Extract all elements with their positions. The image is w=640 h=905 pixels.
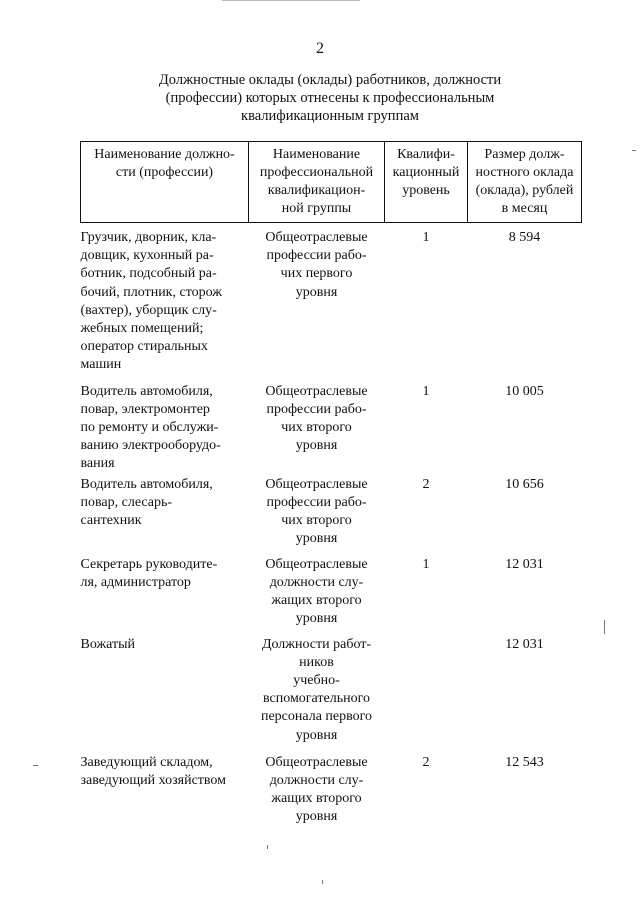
cell-position-name-line: ванию электрооборудо- xyxy=(80,438,221,454)
table-row xyxy=(81,752,582,842)
cell-position-name-line: по ремонту и обслужи- xyxy=(80,420,219,436)
scan-speck xyxy=(322,880,323,884)
cell-qualification-group-line: профессии рабо- xyxy=(266,401,367,417)
cell-position-name xyxy=(81,554,249,634)
cell-salary xyxy=(468,554,582,634)
table-row xyxy=(81,554,582,634)
cell-position-name-line: повар, слесарь- xyxy=(80,494,173,510)
cell-qualification-group-line: уровня xyxy=(295,438,338,454)
cell-position-name-line: ля, администратор xyxy=(80,574,191,590)
cell-position-name xyxy=(81,752,249,842)
cell-position-name-line: Вожатый xyxy=(80,636,136,652)
cell-qualification-group xyxy=(249,634,385,752)
cell-position-name-line: оператор стиральных xyxy=(80,339,208,355)
scan-speck xyxy=(33,765,38,766)
cell-qualification-group-line: жащих второго xyxy=(271,791,362,807)
cell-position-name xyxy=(81,474,249,554)
cell-qualification-level xyxy=(385,223,468,375)
cell-qualification-group-line: чих второго xyxy=(281,420,352,436)
cell-salary-value: 8 594 xyxy=(508,230,541,245)
cell-qualification-group xyxy=(249,554,385,634)
title-line: Должностные оклады (оклады) работников, должности xyxy=(158,72,502,88)
scan-speck xyxy=(632,150,636,151)
header-qualification-level: Квалифи- кационный уровень xyxy=(385,142,468,223)
cell-position-name xyxy=(81,375,249,474)
cell-qualification-group-line: уровня xyxy=(295,809,338,825)
cell-position-name-line: машин xyxy=(80,357,122,373)
cell-qualification-group xyxy=(249,223,385,375)
header-position-name: Наименование должно- сти (профессии) xyxy=(81,142,249,223)
title-line: (профессии) которых отнесены к профессиональным xyxy=(165,90,495,106)
cell-qualification-group-line: уровня xyxy=(295,531,338,547)
cell-qualification-group-line: Общеотраслевые xyxy=(265,230,368,245)
cell-qualification-group-line: персонала первого xyxy=(260,709,373,725)
cell-position-name-line: Заведующий складом, xyxy=(80,754,213,770)
table-body xyxy=(81,223,582,842)
document-title xyxy=(100,71,560,125)
cell-qualification-group-line: вспомогательного xyxy=(262,691,370,707)
table-row xyxy=(81,474,582,554)
cell-qualification-level-value: 1 xyxy=(422,230,430,245)
cell-qualification-level-value: 2 xyxy=(422,476,430,492)
table-row xyxy=(81,634,582,752)
cell-qualification-group xyxy=(249,375,385,474)
cell-position-name-line: (вахтер), уборщик слу- xyxy=(80,302,217,318)
title-line: квалификационным группам xyxy=(241,108,419,124)
cell-salary xyxy=(468,223,582,375)
cell-salary-value: 10 656 xyxy=(505,476,544,492)
cell-qualification-level-value: 1 xyxy=(422,383,430,399)
cell-qualification-group-line: уровня xyxy=(295,611,338,627)
cell-qualification-level-value: 2 xyxy=(422,754,430,770)
page-number: 2 xyxy=(316,40,324,57)
cell-position-name-line: вания xyxy=(80,456,115,472)
cell-position-name-line: жебных помещений; xyxy=(80,321,204,337)
cell-position-name xyxy=(81,634,249,752)
cell-salary xyxy=(468,634,582,752)
cell-qualification-group xyxy=(249,474,385,554)
cell-qualification-level xyxy=(385,634,468,752)
cell-salary-value: 12 031 xyxy=(505,636,544,652)
cell-qualification-group-line: должности слу- xyxy=(269,772,364,788)
cell-qualification-group-line: Должности работ- xyxy=(261,636,372,652)
cell-position-name-line: заведующий хозяйством xyxy=(80,772,227,788)
cell-position-name xyxy=(81,223,249,375)
cell-qualification-group-line: уровня xyxy=(295,284,338,300)
cell-qualification-group-line: Общеотраслевые xyxy=(265,556,368,572)
cell-position-name-line: Грузчик, дворник, кла- xyxy=(80,230,217,245)
cell-qualification-level xyxy=(385,474,468,554)
cell-qualification-group-line: должности слу- xyxy=(269,574,364,590)
page-top-edge xyxy=(222,0,360,1)
cell-position-name-line: сантехник xyxy=(80,513,142,529)
cell-qualification-group-line: жащих второго xyxy=(271,593,362,609)
cell-qualification-level xyxy=(385,554,468,634)
cell-salary xyxy=(468,375,582,474)
cell-salary-value: 12 031 xyxy=(505,556,544,572)
table-header-row xyxy=(81,142,582,223)
cell-position-name-line: Секретарь руководите- xyxy=(80,556,218,572)
header-salary: Размер долж- ностного оклада (оклада), рублей в месяц xyxy=(468,142,582,223)
cell-qualification-group-line: ников xyxy=(299,654,334,670)
salary-table xyxy=(80,141,582,842)
cell-qualification-group-line: уровня xyxy=(295,727,338,743)
cell-position-name-line: довщик, кухонный ра- xyxy=(80,248,214,264)
cell-qualification-group xyxy=(249,752,385,842)
cell-qualification-level xyxy=(385,752,468,842)
header-qualification-group: Наименование профессиональной квалификацион- ной группы xyxy=(249,142,385,223)
cell-qualification-group-line: Общеотраслевые xyxy=(265,754,368,770)
cell-position-name-line: Водитель автомобиля, xyxy=(80,383,213,399)
scan-speck xyxy=(604,620,605,634)
cell-position-name-line: бочий, плотник, сторож xyxy=(80,284,222,300)
cell-salary xyxy=(468,474,582,554)
scan-speck xyxy=(267,845,268,849)
cell-salary-value: 10 005 xyxy=(505,383,544,399)
cell-qualification-group-line: чих второго xyxy=(281,513,352,529)
cell-qualification-group-line: профессии рабо- xyxy=(266,494,367,510)
cell-salary xyxy=(468,752,582,842)
table-row xyxy=(81,223,582,375)
cell-position-name-line: Водитель автомобиля, xyxy=(80,476,213,492)
cell-qualification-level xyxy=(385,375,468,474)
cell-qualification-group-line: профессии рабо- xyxy=(266,248,367,264)
cell-qualification-group-line: чих первого xyxy=(280,266,353,282)
cell-qualification-group-line: Общеотраслевые xyxy=(265,383,368,399)
cell-qualification-group-line: Общеотраслевые xyxy=(265,476,368,492)
cell-salary-value: 12 543 xyxy=(505,754,544,770)
table-row xyxy=(81,375,582,474)
cell-position-name-line: повар, электромонтер xyxy=(80,401,210,417)
cell-qualification-level-value: 1 xyxy=(422,556,430,572)
cell-position-name-line: ботник, подсобный ра- xyxy=(80,266,217,282)
cell-qualification-group-line: учебно- xyxy=(293,673,340,689)
